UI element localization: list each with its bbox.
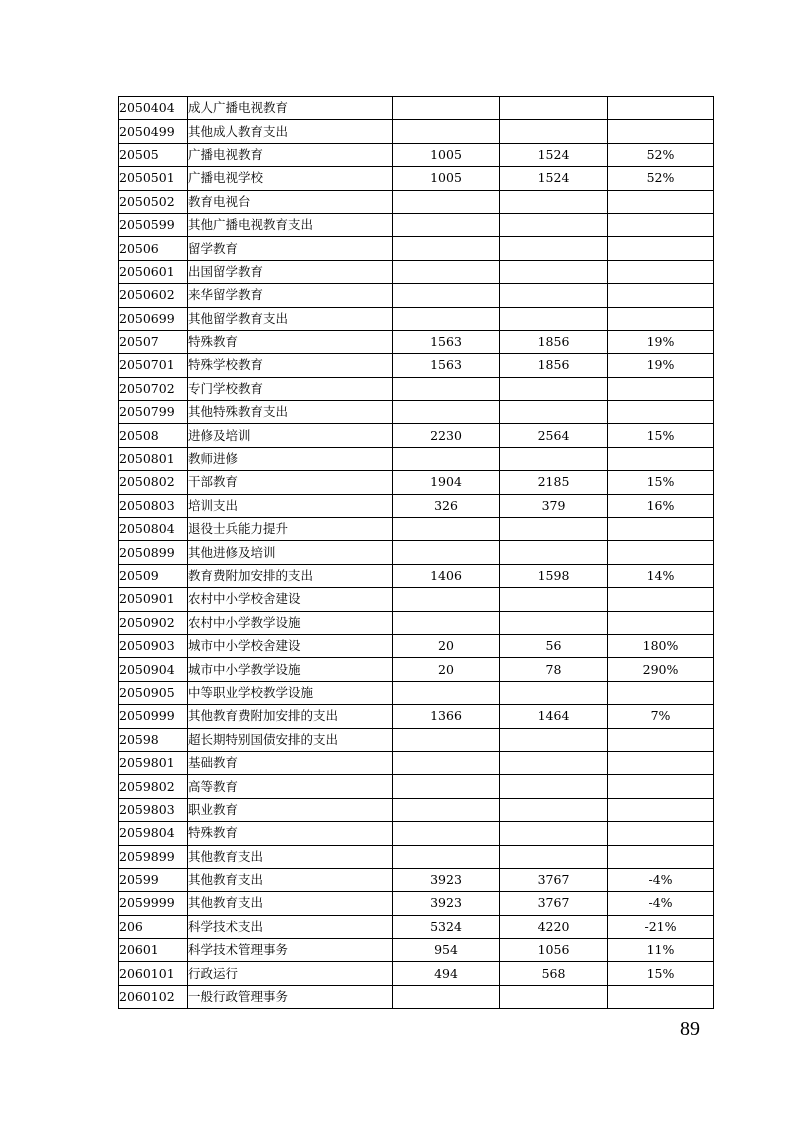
row-code: 2050501 xyxy=(119,167,188,190)
table-row xyxy=(119,307,714,330)
row-value-1: 1563 xyxy=(393,354,500,377)
row-name: 行政运行 xyxy=(188,962,393,985)
row-name: 特殊教育 xyxy=(188,330,393,353)
row-value-2 xyxy=(500,284,608,307)
table-row xyxy=(119,494,714,517)
row-value-1 xyxy=(393,985,500,1008)
row-value-1 xyxy=(393,284,500,307)
table-row xyxy=(119,377,714,400)
row-value-1: 1005 xyxy=(393,143,500,166)
row-value-2: 2564 xyxy=(500,424,608,447)
table-row xyxy=(119,892,714,915)
budget-table-body xyxy=(119,97,714,1009)
row-code: 2050902 xyxy=(119,611,188,634)
row-value-1: 20 xyxy=(393,658,500,681)
row-value-2: 1856 xyxy=(500,354,608,377)
row-name: 科学技术管理事务 xyxy=(188,939,393,962)
row-name: 其他教育支出 xyxy=(188,868,393,891)
row-name: 广播电视学校 xyxy=(188,167,393,190)
row-value-1: 954 xyxy=(393,939,500,962)
row-code: 2060102 xyxy=(119,985,188,1008)
row-name: 其他进修及培训 xyxy=(188,541,393,564)
row-value-1: 1563 xyxy=(393,330,500,353)
row-percent xyxy=(608,120,714,143)
row-name: 其他留学教育支出 xyxy=(188,307,393,330)
row-percent: 15% xyxy=(608,962,714,985)
table-row xyxy=(119,681,714,704)
row-code: 2050901 xyxy=(119,588,188,611)
row-code: 20601 xyxy=(119,939,188,962)
row-value-1: 3923 xyxy=(393,868,500,891)
row-value-2: 1598 xyxy=(500,564,608,587)
row-code: 2050801 xyxy=(119,447,188,470)
row-value-1 xyxy=(393,845,500,868)
table-row xyxy=(119,97,714,120)
row-name: 其他教育支出 xyxy=(188,892,393,915)
row-value-2: 1524 xyxy=(500,143,608,166)
row-code: 2050699 xyxy=(119,307,188,330)
row-code: 2050701 xyxy=(119,354,188,377)
row-value-2: 78 xyxy=(500,658,608,681)
row-code: 2050602 xyxy=(119,284,188,307)
table-row xyxy=(119,518,714,541)
row-name: 职业教育 xyxy=(188,798,393,821)
row-value-2: 1056 xyxy=(500,939,608,962)
table-row xyxy=(119,213,714,236)
row-name: 其他教育费附加安排的支出 xyxy=(188,705,393,728)
row-value-2 xyxy=(500,541,608,564)
table-row xyxy=(119,120,714,143)
row-name: 广播电视教育 xyxy=(188,143,393,166)
row-name: 教育费附加安排的支出 xyxy=(188,564,393,587)
table-row xyxy=(119,541,714,564)
row-percent xyxy=(608,611,714,634)
row-code: 2050499 xyxy=(119,120,188,143)
row-code: 20598 xyxy=(119,728,188,751)
row-value-1: 1406 xyxy=(393,564,500,587)
row-percent: -21% xyxy=(608,915,714,938)
row-code: 2050904 xyxy=(119,658,188,681)
row-percent: 11% xyxy=(608,939,714,962)
row-code: 2050601 xyxy=(119,260,188,283)
row-value-1 xyxy=(393,213,500,236)
row-name: 来华留学教育 xyxy=(188,284,393,307)
row-percent xyxy=(608,284,714,307)
row-name: 高等教育 xyxy=(188,775,393,798)
row-code: 2059804 xyxy=(119,822,188,845)
row-value-1: 20 xyxy=(393,634,500,657)
row-percent xyxy=(608,728,714,751)
row-percent xyxy=(608,260,714,283)
row-code: 20599 xyxy=(119,868,188,891)
row-name: 教师进修 xyxy=(188,447,393,470)
row-name: 农村中小学校舍建设 xyxy=(188,588,393,611)
row-percent xyxy=(608,541,714,564)
row-value-1: 1904 xyxy=(393,471,500,494)
row-code: 2050903 xyxy=(119,634,188,657)
row-percent: 15% xyxy=(608,424,714,447)
row-code: 2050702 xyxy=(119,377,188,400)
table-row xyxy=(119,588,714,611)
row-percent: -4% xyxy=(608,868,714,891)
row-value-1: 326 xyxy=(393,494,500,517)
row-name: 中等职业学校教学设施 xyxy=(188,681,393,704)
table-row xyxy=(119,775,714,798)
row-value-1 xyxy=(393,541,500,564)
row-value-2: 3767 xyxy=(500,892,608,915)
row-value-2: 568 xyxy=(500,962,608,985)
row-percent xyxy=(608,307,714,330)
row-value-1 xyxy=(393,681,500,704)
table-row xyxy=(119,143,714,166)
table-row xyxy=(119,330,714,353)
table-row xyxy=(119,237,714,260)
row-percent xyxy=(608,518,714,541)
row-value-1 xyxy=(393,260,500,283)
row-value-2 xyxy=(500,775,608,798)
row-code: 2050899 xyxy=(119,541,188,564)
row-name: 培训支出 xyxy=(188,494,393,517)
table-row xyxy=(119,354,714,377)
row-name: 出国留学教育 xyxy=(188,260,393,283)
row-code: 2050905 xyxy=(119,681,188,704)
row-code: 2059803 xyxy=(119,798,188,821)
row-value-2 xyxy=(500,822,608,845)
row-value-2 xyxy=(500,260,608,283)
row-name: 基础教育 xyxy=(188,751,393,774)
table-row xyxy=(119,658,714,681)
table-row xyxy=(119,915,714,938)
row-percent: 290% xyxy=(608,658,714,681)
row-value-1 xyxy=(393,798,500,821)
row-percent xyxy=(608,447,714,470)
row-code: 2050802 xyxy=(119,471,188,494)
row-value-1 xyxy=(393,97,500,120)
row-percent xyxy=(608,985,714,1008)
row-name: 成人广播电视教育 xyxy=(188,97,393,120)
row-value-2 xyxy=(500,798,608,821)
row-value-1: 2230 xyxy=(393,424,500,447)
row-name: 特殊教育 xyxy=(188,822,393,845)
row-name: 其他特殊教育支出 xyxy=(188,401,393,424)
row-value-1: 494 xyxy=(393,962,500,985)
row-value-1 xyxy=(393,775,500,798)
row-percent xyxy=(608,213,714,236)
row-percent: 16% xyxy=(608,494,714,517)
page-number: 89 xyxy=(680,1018,700,1040)
row-name: 农村中小学教学设施 xyxy=(188,611,393,634)
row-code: 20506 xyxy=(119,237,188,260)
row-value-2: 56 xyxy=(500,634,608,657)
row-value-2 xyxy=(500,401,608,424)
row-percent xyxy=(608,798,714,821)
row-value-1 xyxy=(393,751,500,774)
row-value-1 xyxy=(393,120,500,143)
row-code: 2050404 xyxy=(119,97,188,120)
table-row xyxy=(119,260,714,283)
table-row xyxy=(119,939,714,962)
table-row xyxy=(119,845,714,868)
row-value-1 xyxy=(393,822,500,845)
row-code: 2059999 xyxy=(119,892,188,915)
row-value-2: 2185 xyxy=(500,471,608,494)
row-code: 2050803 xyxy=(119,494,188,517)
row-value-2: 1856 xyxy=(500,330,608,353)
row-value-2 xyxy=(500,307,608,330)
row-value-2 xyxy=(500,447,608,470)
row-code: 2050999 xyxy=(119,705,188,728)
row-value-1 xyxy=(393,447,500,470)
table-row xyxy=(119,751,714,774)
table-row xyxy=(119,985,714,1008)
row-value-1 xyxy=(393,377,500,400)
row-value-2 xyxy=(500,518,608,541)
row-name: 超长期特别国债安排的支出 xyxy=(188,728,393,751)
row-value-2 xyxy=(500,97,608,120)
row-value-2 xyxy=(500,377,608,400)
table-row xyxy=(119,634,714,657)
budget-table xyxy=(118,96,714,1009)
row-code: 20507 xyxy=(119,330,188,353)
row-code: 20505 xyxy=(119,143,188,166)
row-percent: 15% xyxy=(608,471,714,494)
row-percent: 7% xyxy=(608,705,714,728)
row-value-2 xyxy=(500,751,608,774)
row-percent: 19% xyxy=(608,330,714,353)
row-value-1: 3923 xyxy=(393,892,500,915)
row-value-2: 1464 xyxy=(500,705,608,728)
row-value-2: 379 xyxy=(500,494,608,517)
row-code: 2050599 xyxy=(119,213,188,236)
row-percent xyxy=(608,237,714,260)
row-value-2 xyxy=(500,611,608,634)
row-value-1: 1005 xyxy=(393,167,500,190)
row-value-2 xyxy=(500,190,608,213)
row-code: 206 xyxy=(119,915,188,938)
row-percent xyxy=(608,822,714,845)
table-row xyxy=(119,190,714,213)
row-name: 干部教育 xyxy=(188,471,393,494)
row-code: 2050804 xyxy=(119,518,188,541)
row-code: 2050502 xyxy=(119,190,188,213)
row-name: 特殊学校教育 xyxy=(188,354,393,377)
row-name: 其他广播电视教育支出 xyxy=(188,213,393,236)
row-percent: -4% xyxy=(608,892,714,915)
row-name: 城市中小学教学设施 xyxy=(188,658,393,681)
row-percent: 19% xyxy=(608,354,714,377)
row-name: 其他成人教育支出 xyxy=(188,120,393,143)
row-code: 20509 xyxy=(119,564,188,587)
row-name: 专门学校教育 xyxy=(188,377,393,400)
row-percent: 14% xyxy=(608,564,714,587)
row-value-1: 1366 xyxy=(393,705,500,728)
table-row xyxy=(119,611,714,634)
row-name: 教育电视台 xyxy=(188,190,393,213)
row-name: 留学教育 xyxy=(188,237,393,260)
row-value-2 xyxy=(500,845,608,868)
table-row xyxy=(119,401,714,424)
row-code: 2059899 xyxy=(119,845,188,868)
table-row xyxy=(119,798,714,821)
row-percent xyxy=(608,190,714,213)
row-value-1 xyxy=(393,190,500,213)
row-value-2 xyxy=(500,681,608,704)
row-value-2 xyxy=(500,213,608,236)
row-value-2 xyxy=(500,588,608,611)
row-name: 进修及培训 xyxy=(188,424,393,447)
row-value-2 xyxy=(500,237,608,260)
row-value-1 xyxy=(393,728,500,751)
row-name: 城市中小学校舍建设 xyxy=(188,634,393,657)
table-row xyxy=(119,424,714,447)
table-row xyxy=(119,447,714,470)
table-row xyxy=(119,728,714,751)
row-value-1 xyxy=(393,237,500,260)
row-percent xyxy=(608,751,714,774)
row-name: 一般行政管理事务 xyxy=(188,985,393,1008)
row-value-2: 1524 xyxy=(500,167,608,190)
row-percent: 52% xyxy=(608,167,714,190)
row-value-1 xyxy=(393,611,500,634)
row-name: 退役士兵能力提升 xyxy=(188,518,393,541)
row-value-1 xyxy=(393,401,500,424)
row-percent xyxy=(608,681,714,704)
table-row xyxy=(119,868,714,891)
table-row xyxy=(119,167,714,190)
row-name: 科学技术支出 xyxy=(188,915,393,938)
row-percent xyxy=(608,775,714,798)
table-row xyxy=(119,284,714,307)
row-value-1 xyxy=(393,307,500,330)
row-code: 2059802 xyxy=(119,775,188,798)
row-value-2 xyxy=(500,985,608,1008)
row-value-1 xyxy=(393,588,500,611)
row-value-2 xyxy=(500,120,608,143)
row-percent xyxy=(608,401,714,424)
row-code: 2050799 xyxy=(119,401,188,424)
row-percent xyxy=(608,97,714,120)
table-row xyxy=(119,962,714,985)
row-code: 20508 xyxy=(119,424,188,447)
row-value-1 xyxy=(393,518,500,541)
table-row xyxy=(119,705,714,728)
row-code: 2059801 xyxy=(119,751,188,774)
table-row xyxy=(119,564,714,587)
row-value-1: 5324 xyxy=(393,915,500,938)
row-value-2: 3767 xyxy=(500,868,608,891)
row-code: 2060101 xyxy=(119,962,188,985)
row-name: 其他教育支出 xyxy=(188,845,393,868)
table-row xyxy=(119,822,714,845)
row-percent xyxy=(608,377,714,400)
table-row xyxy=(119,471,714,494)
row-percent xyxy=(608,588,714,611)
row-percent xyxy=(608,845,714,868)
row-percent: 52% xyxy=(608,143,714,166)
row-value-2: 4220 xyxy=(500,915,608,938)
row-value-2 xyxy=(500,728,608,751)
row-percent: 180% xyxy=(608,634,714,657)
